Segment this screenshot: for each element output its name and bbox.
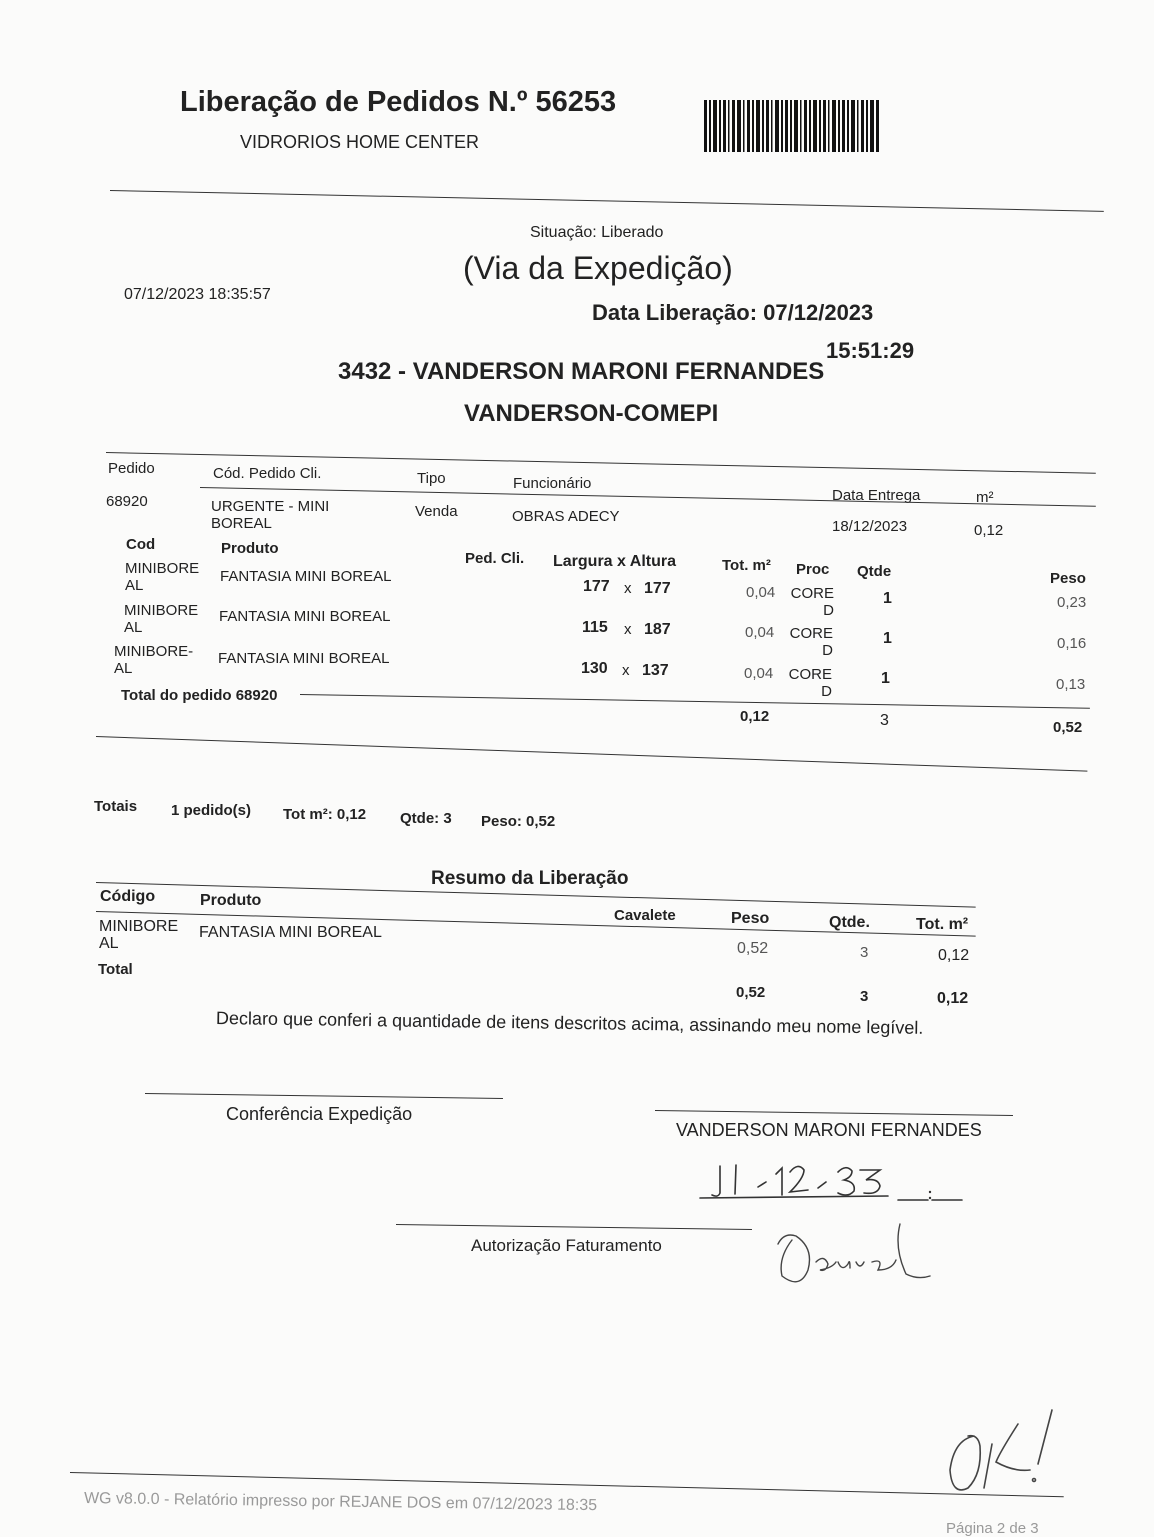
totais-pedidos: 1 pedido(s) [171, 802, 252, 819]
header-divider [110, 190, 1104, 212]
items-col-tot-m2: Tot. m² [722, 557, 771, 574]
summary-col-cavalete: Cavalete [614, 907, 676, 924]
order-tipo: Venda [415, 503, 458, 520]
order-data-entrega: 18/12/2023 [832, 518, 908, 535]
client-alias: VANDERSON-COMEPI [464, 400, 719, 427]
barcode [704, 100, 880, 156]
signature-line-autorizacao [396, 1224, 752, 1230]
col-label-cod-pedido-cli: Cód. Pedido Cli. [213, 465, 322, 482]
order-total-m2: 0,12 [740, 708, 770, 725]
handwritten-ok [940, 1406, 1090, 1496]
order-pedido: 68920 [106, 493, 148, 510]
declaration-text: Declaro que conferi a quantidade de itens descritos acima, assinando meu nome legível. [215, 1008, 924, 1038]
row-produto: FANTASIA MINI BOREAL [219, 608, 391, 625]
row-x: x [624, 580, 632, 597]
footer-printed-by: WG v8.0.0 - Relatório impresso por REJANE DOS em 07/12/2023 18:35 [83, 1490, 598, 1515]
company-name: VIDRORIOS HOME CENTER [240, 132, 480, 152]
order-funcionario: OBRAS ADECY [512, 508, 620, 525]
summary-row-produto: FANTASIA MINI BOREAL [199, 924, 382, 941]
printed-timestamp: 07/12/2023 18:35:57 [124, 286, 271, 303]
signature-label-conferencia: Conferência Expedição [226, 1104, 413, 1124]
summary-row-qtde: 3 [860, 944, 869, 961]
report-title: Liberação de Pedidos N.º 56253 [180, 86, 617, 118]
items-col-proc: Proc [796, 561, 830, 578]
row-largura: 130 [581, 660, 608, 677]
data-liberacao: Data Liberação: 07/12/2023 [592, 300, 874, 325]
handwritten-date [700, 1160, 970, 1210]
signature-line-client [655, 1110, 1013, 1116]
order-total-peso: 0,52 [1053, 719, 1083, 736]
summary-total-m2: 0,12 [937, 990, 969, 1007]
situacao-label: Situação: Liberado [530, 224, 664, 241]
summary-col-produto: Produto [200, 892, 262, 909]
order-cod-pedido-cli: URGENTE - MINI BOREAL [211, 498, 330, 532]
footer-page-number: Página 2 de 3 [946, 1520, 1039, 1537]
col-label-pedido: Pedido [108, 460, 155, 477]
row-peso: 0,16 [1057, 635, 1087, 652]
col-label-m2: m² [976, 489, 994, 506]
row-cod: MINIBORE-AL [114, 643, 194, 677]
col-label-tipo: Tipo [417, 470, 446, 487]
summary-row-tot-m2: 0,12 [938, 947, 970, 964]
row-qtde: 1 [883, 590, 892, 607]
col-label-data-entrega: Data Entrega [832, 487, 921, 504]
row-proc: CORED [790, 585, 834, 619]
order-total-label: Total do pedido 68920 [121, 687, 278, 704]
client-name: 3432 - VANDERSON MARONI FERNANDES [338, 358, 825, 385]
row-tot-m2: 0,04 [745, 624, 775, 641]
signature-label-client: VANDERSON MARONI FERNANDES [676, 1120, 982, 1140]
col-label-funcionario: Funcionário [513, 475, 592, 492]
summary-col-peso: Peso [731, 910, 770, 927]
order-section-bottom-line [96, 736, 1087, 772]
row-proc: CORED [788, 666, 832, 700]
row-altura: 187 [644, 621, 671, 638]
items-col-ped-cli: Ped. Cli. [465, 550, 525, 567]
row-qtde: 1 [881, 670, 890, 687]
row-cod: MINIBOREAL [124, 602, 199, 636]
row-x: x [622, 662, 630, 679]
totais-label: Totais [94, 798, 138, 815]
summary-row-codigo: MINIBOREAL [99, 918, 179, 952]
row-altura: 137 [642, 662, 669, 679]
handwritten-signature [770, 1218, 940, 1298]
summary-total-label: Total [98, 961, 133, 978]
summary-title: Resumo da Liberação [431, 868, 629, 889]
hora-liberacao: 15:51:29 [826, 338, 915, 363]
row-proc: CORED [789, 625, 833, 659]
order-total-line [300, 694, 1090, 709]
items-col-peso: Peso [1050, 570, 1086, 587]
items-col-dimensions: Largura x Altura [553, 553, 676, 570]
row-produto: FANTASIA MINI BOREAL [220, 568, 392, 585]
row-largura: 115 [582, 619, 608, 636]
summary-row-peso: 0,52 [737, 940, 769, 957]
summary-col-tot-m2: Tot. m² [916, 916, 969, 933]
summary-total-peso: 0,52 [736, 984, 766, 1001]
totais-tot-m2: Tot m²: 0,12 [283, 806, 367, 823]
items-col-produto: Produto [221, 540, 279, 557]
totais-qtde: Qtde: 3 [400, 810, 452, 827]
signature-label-autorizacao: Autorização Faturamento [471, 1236, 662, 1255]
row-peso: 0,23 [1057, 594, 1087, 611]
row-produto: FANTASIA MINI BOREAL [218, 650, 390, 667]
row-peso: 0,13 [1056, 676, 1086, 693]
row-largura: 177 [583, 578, 610, 595]
row-qtde: 1 [883, 630, 892, 647]
summary-total-qtde: 3 [860, 988, 869, 1005]
totais-peso: Peso: 0,52 [481, 813, 556, 830]
order-m2: 0,12 [974, 522, 1004, 539]
row-tot-m2: 0,04 [746, 584, 776, 601]
signature-line-conferencia [145, 1093, 503, 1099]
items-col-qtde: Qtde [857, 563, 892, 580]
summary-col-codigo: Código [100, 888, 156, 905]
row-cod: MINIBOREAL [125, 560, 200, 594]
items-col-cod: Cod [126, 536, 156, 553]
via-title: (Via da Expedição) [463, 250, 733, 286]
row-x: x [624, 621, 632, 638]
order-total-qtde: 3 [880, 712, 889, 729]
row-tot-m2: 0,04 [744, 665, 774, 682]
row-altura: 177 [644, 580, 671, 597]
summary-col-qtde: Qtde. [829, 914, 870, 931]
